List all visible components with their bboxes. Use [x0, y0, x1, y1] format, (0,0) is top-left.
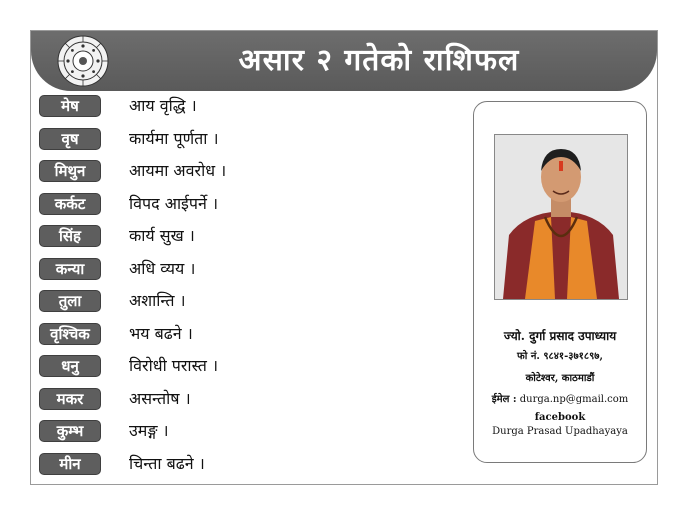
- rashi-forecast: भय बढने ।: [129, 323, 193, 343]
- rashi-forecast: आयमा अवरोध ।: [129, 161, 227, 180]
- list-item: [39, 290, 459, 314]
- astrologer-portrait: [494, 134, 628, 300]
- list-item: [39, 258, 459, 282]
- facebook-name: Durga Prasad Upadhayaya: [492, 426, 628, 437]
- rashi-badge: कुम्भ: [39, 420, 101, 442]
- list-item: [39, 453, 459, 477]
- page-title: असार २ गतेको राशिफल: [238, 43, 520, 78]
- rashi-forecast: विरोधी परास्त ।: [129, 356, 219, 375]
- rashi-badge: कर्कट: [39, 193, 101, 215]
- astrologer-email-line: [474, 391, 646, 405]
- list-item: [39, 95, 459, 119]
- list-item: [39, 160, 459, 184]
- rashi-badge: धनु: [39, 355, 101, 377]
- rashi-forecast: उमङ्ग ।: [129, 421, 169, 440]
- rashi-forecast: विपद आईपर्ने ।: [129, 193, 219, 213]
- email-address: durga.np@gmail.com: [519, 394, 629, 405]
- rashi-badge: मेष: [39, 95, 101, 117]
- rashi-forecast: असन्तोष ।: [129, 388, 191, 408]
- list-item: [39, 420, 459, 444]
- list-item: [39, 323, 459, 347]
- facebook-label: facebook: [534, 412, 586, 423]
- list-item: [39, 128, 459, 152]
- astrologer-address: कोटेश्वर, काठमाडौं: [525, 373, 595, 384]
- rashi-badge: वृष: [39, 128, 101, 150]
- portrait-image: [495, 135, 627, 299]
- list-item: [39, 193, 459, 217]
- rashi-badge: कन्या: [39, 258, 101, 280]
- rashi-forecast: अधि व्यय ।: [129, 258, 196, 278]
- rashi-badge: सिंह: [39, 225, 101, 247]
- rashifal-panel: [30, 30, 658, 485]
- rashi-forecast: चिन्ता बढने ।: [129, 453, 205, 473]
- rashi-badge: वृश्चिक: [39, 323, 101, 345]
- rashi-badge: मकर: [39, 388, 101, 410]
- list-item: [39, 355, 459, 379]
- astrologer-name: ज्यो. दुर्गा प्रसाद उपाध्याय: [503, 329, 617, 343]
- rashi-badge: मिथुन: [39, 160, 101, 182]
- list-item: [39, 225, 459, 249]
- list-item: [39, 388, 459, 412]
- astrologer-phone: फो नं. ९८४१-३७१८९७,: [517, 351, 603, 362]
- rashi-forecast: अशान्ति ।: [129, 291, 186, 310]
- rashi-forecast: कार्य सुख ।: [129, 226, 195, 245]
- rashi-forecast: कार्यमा पूर्णता ।: [129, 128, 219, 148]
- rashi-badge: मीन: [39, 453, 101, 475]
- astrologer-card: [473, 101, 647, 463]
- rashi-badge: तुला: [39, 290, 101, 312]
- rashi-forecast: आय वृद्धि ।: [129, 96, 197, 115]
- email-label: ईमेल :: [491, 394, 517, 405]
